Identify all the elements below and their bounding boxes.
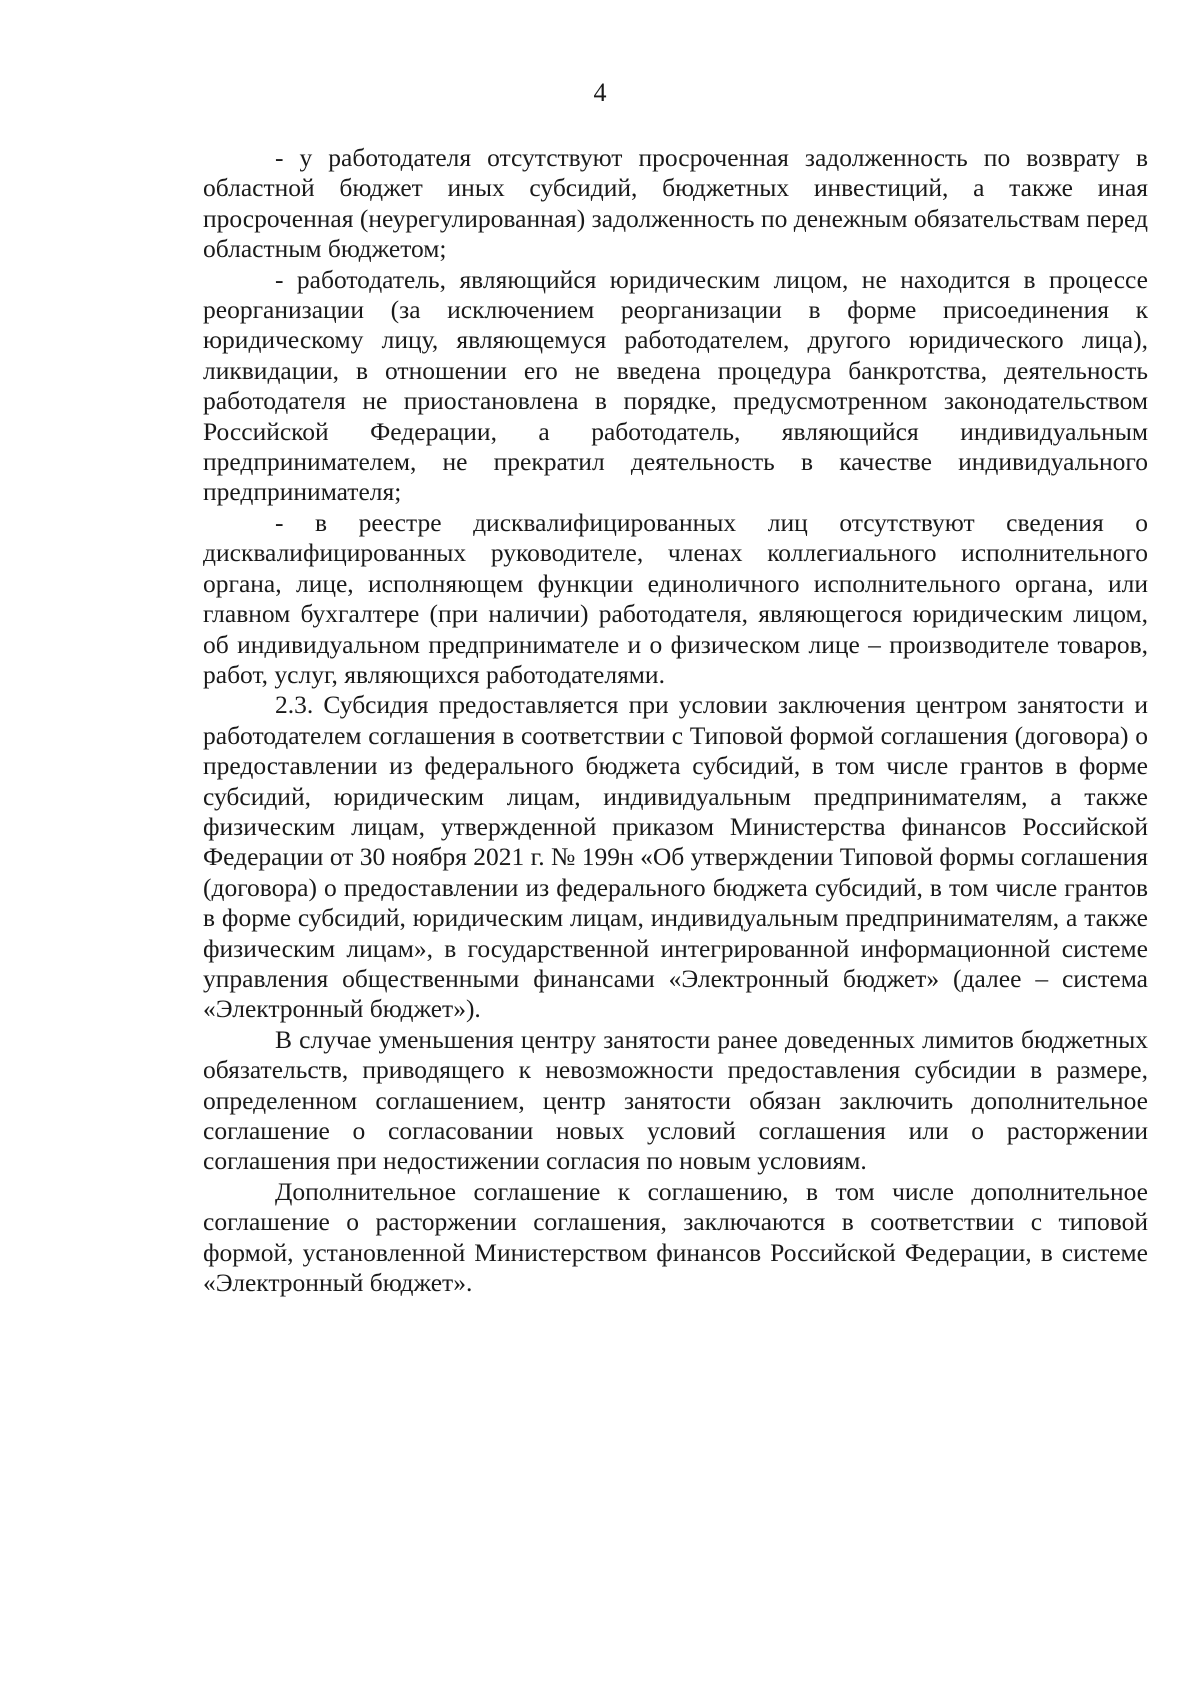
document-body [203,143,1148,1298]
paragraph-limit-reduction: В случае уменьшения центру занятости ранее доведенных лимитов бюджетных обязательств, приводящего к невозможности предоставления субсидии в размере, определенном соглашением, центр занятости обязан заключить дополнительное соглашение о согласовании новых условий соглашения или о расторжении соглашения при недостижении согласия по новым условиям. [203,1024,1148,1176]
paragraph-disqualified-registry: - в реестре дисквалифицированных лиц отсутствуют сведения о дисквалифицированных руководителе, членах коллегиального исполнительного органа, лице, исполняющем функции единоличного исполнительного органа, или главном бухгалтере (при наличии) работодателя, являющегося юридическим лицом, об индивидуальном предпринимателе и о физическом лице – производителе товаров, работ, услуг, являющихся работодателями. [203,507,1148,689]
paragraph-no-overdue-debt: - у работодателя отсутствуют просроченная задолженность по возврату в областной бюджет иных субсидий, бюджетных инвестиций, а также иная просроченная (неурегулированная) задолженность по денежным обязательствам перед областным бюджетом; [203,143,1148,264]
paragraph-additional-agreement: Дополнительное соглашение к соглашению, в том числе дополнительное соглашение о расторжении соглашения, заключаются в соответствии с типовой формой, установленной Министерством финансов Российской Федерации, в системе «Электронный бюджет». [203,1176,1148,1298]
paragraph-clause-2-3: 2.3. Субсидия предоставляется при условии заключения центром занятости и работодателем соглашения в соответствии с Типовой формой соглашения (договора) о предоставлении из федерального бюджета субсидий, в том числе грантов в форме субсидий, юридическим лицам, индивидуальным предпринимателям, а также физическим лицам, утвержденной приказом Министерства финансов Российской Федерации от 30 ноября 2021 г. № 199н «Об утверждении Типовой формы соглашения (договора) о предоставлении из федерального бюджета субсидий, в том числе грантов в форме субсидий, юридическим лицам, индивидуальным предпринимателям, а также физическим лицам», в государственной интегрированной информационной системе управления общественными финансами «Электронный бюджет» (далее – система «Электронный бюджет»). [203,690,1148,1024]
page-number: 4 [593,78,607,107]
paragraph-no-reorganization: - работодатель, являющийся юридическим лицом, не находится в процессе реорганизации (за исключением реорганизации в форме присоединения к юридическому лицу, являющемуся работодателем, другого юридического лица), ликвидации, в отношении его не введена процедура банкротства, деятельность работодателя не приостановлена в порядке, предусмотренном законодательством Российской Федерации, а работодатель, являющийся индивидуальным предпринимателем, не прекратил деятельность в качестве индивидуального предпринимателя; [203,264,1148,507]
